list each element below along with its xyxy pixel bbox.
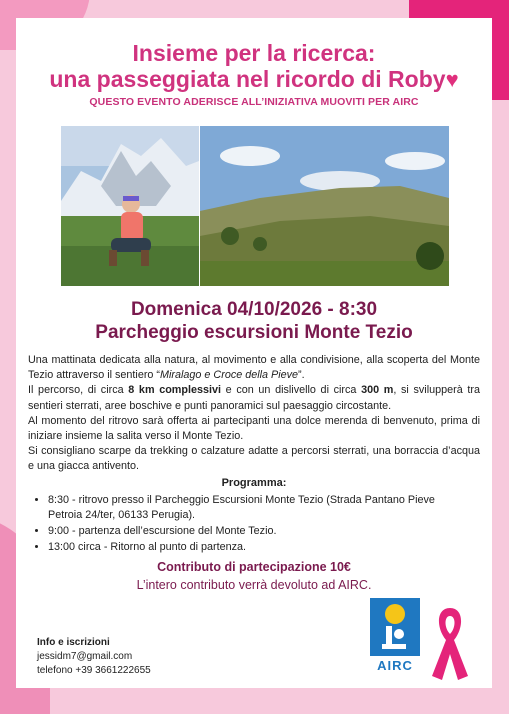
info-email: jessidm7@gmail.com — [37, 651, 133, 662]
title-line-1: Insieme per la ricerca: — [132, 40, 376, 66]
airc-logo — [368, 596, 422, 676]
description-paragraph-4: Si consigliano scarpe da trekking o calzature adatte a percorsi sterrati, una borraccia d’acqua e una giacca antivento. — [28, 445, 480, 473]
info-title: Info e iscrizioni — [37, 637, 110, 648]
description-paragraph-1 — [28, 353, 480, 383]
contribution-title: Contributo di partecipazione 10€ — [157, 560, 351, 574]
landscape-photo — [200, 126, 449, 286]
event-description — [28, 353, 480, 475]
program-item: • 13:00 circa - Ritorno al punto di partenza. — [48, 540, 468, 555]
airc-logo-text: AIRC — [377, 658, 413, 673]
text-segment: ”. — [298, 369, 305, 382]
event-date: Domenica 04/10/2026 - 8:30 — [130, 299, 378, 320]
text-segment: Una mattinata dedicata alla natura, al movimento e alla condivisione, alla scoperta del Monte Tezio attraverso il sentiero “ — [28, 354, 480, 382]
program-list — [36, 493, 468, 556]
text-segment: Il percorso, di circa — [28, 384, 129, 397]
program-item: • 9:00 - partenza dell’escursione del Monte Tezio. — [48, 524, 468, 539]
text-segment: , si svilupperà tra sentieri sterrati, aree boschive e punti panoramici sul paesaggio circostante. — [28, 384, 480, 412]
event-subtitle: QUESTO EVENTO ADERISCE ALL’INIZIATIVA MUOVITI PER AIRC — [89, 96, 419, 108]
event-place: Parcheggio escursioni Monte Tezio — [95, 322, 413, 343]
heart-icon: ♥ — [445, 67, 459, 92]
description-paragraph-3: Al momento del ritrovo sarà offerta ai partecipanti una dolce merenda di benvenuto, prima di iniziare insieme la salita verso il Monte Tezio. — [28, 414, 480, 443]
title-line-2-text: una passeggiata nel ricordo di Roby — [49, 66, 446, 92]
program-title: Programma: — [221, 477, 287, 489]
distance-value: 8 km complessivi — [128, 384, 222, 397]
portrait-photo — [61, 126, 199, 286]
trail-name: Miralago e Croce della Pieve — [160, 369, 299, 382]
elevation-value: 300 m — [361, 384, 394, 397]
text-segment: e con un dislivello di circa — [221, 384, 362, 397]
flyer-card — [16, 18, 492, 688]
description-paragraph-2 — [28, 383, 480, 413]
title-line-2 — [16, 66, 492, 93]
program-item: • 8:30 - ritrovo presso il Parcheggio Escursioni Monte Tezio (Strada Pantano Pieve Petroia 24/ter, 06133 Perugia). — [48, 493, 468, 523]
contribution-note: L’intero contributo verrà devoluto ad AIRC. — [136, 578, 372, 592]
pink-ribbon-icon — [426, 602, 474, 682]
info-phone: telefono +39 3661222655 — [37, 665, 151, 676]
